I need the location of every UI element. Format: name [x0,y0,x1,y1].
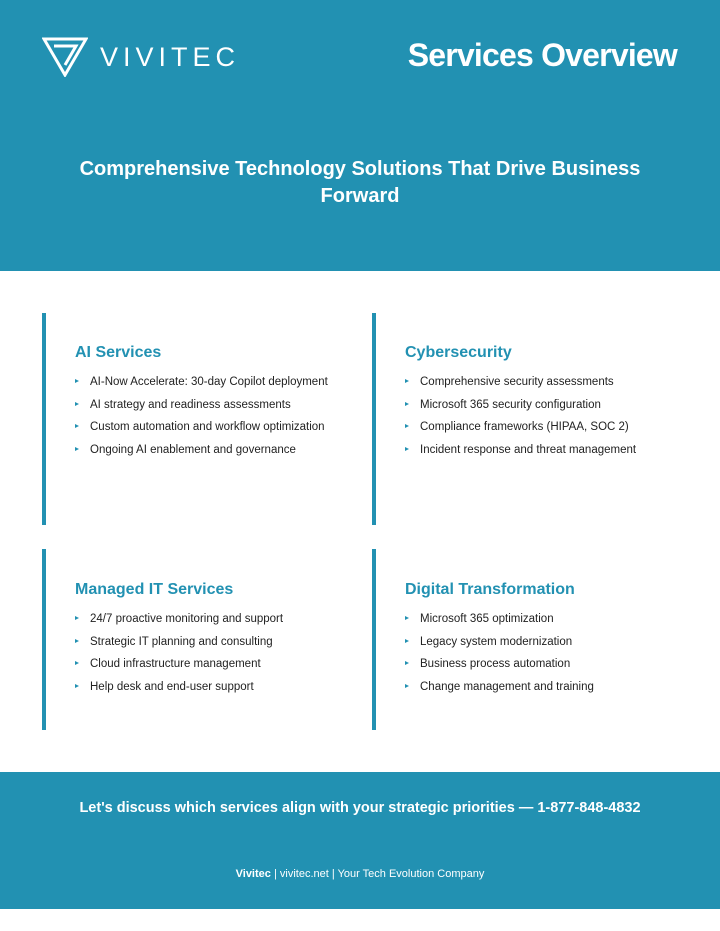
list-item [75,397,342,413]
bullet-triangle-icon [405,616,409,620]
footer-info: Vivitec | vivitec.net | Your Tech Evolution Company [235,868,485,880]
bullet-triangle-icon [75,379,79,383]
bullet-triangle-icon [405,661,409,665]
list-item-text: Incident response and threat management [420,443,637,456]
tagline: Comprehensive Technology Solutions That Drive Business Forward [79,158,641,207]
footer-banner [0,772,720,909]
list-item-text: Help desk and end-user support [90,680,254,693]
card-title: AI Services [75,344,162,361]
list-item-text: Microsoft 365 optimization [420,613,554,625]
bullet-triangle-icon [75,616,79,620]
list-item [75,611,342,627]
footer-website-link[interactable]: vivitec.net [279,868,329,880]
bullet-triangle-icon [405,402,409,406]
list-item [75,419,342,435]
list-item [405,397,682,413]
list-item-text: 24/7 proactive monitoring and support [90,613,284,625]
bullet-triangle-icon [405,447,409,451]
footer-company: Vivitec [235,868,271,880]
header-banner [0,0,720,271]
bullet-triangle-icon [75,639,79,643]
card-title: Managed IT Services [75,581,234,598]
logo-text: VIVITEC [100,41,241,72]
card-digital-transformation [372,549,682,730]
item-list [75,611,342,695]
page-title: Services Overview [407,37,677,73]
bullet-triangle-icon [75,447,79,451]
list-item [405,611,682,627]
list-item-text: AI strategy and readiness assessments [90,398,291,411]
list-item [75,442,342,458]
list-item-text: Cloud infrastructure management [90,658,261,670]
card-title: Digital Transformation [405,581,575,598]
list-item [405,656,682,672]
bullet-triangle-icon [405,684,409,688]
bullet-triangle-icon [75,402,79,406]
logo [42,37,240,77]
bullet-triangle-icon [405,379,409,383]
list-item [405,442,682,458]
list-item [75,634,342,650]
card-cybersecurity [372,313,682,525]
list-item [405,634,682,650]
list-item-text: Custom automation and workflow optimization [90,421,325,433]
list-item-text: Change management and training [420,680,594,693]
list-item [75,679,342,695]
item-list [405,374,682,458]
vivitec-triangle-logo-icon [42,37,88,77]
item-list [75,374,342,458]
bullet-triangle-icon [75,661,79,665]
list-item [75,656,342,672]
call-to-action: Let's discuss which services align with your strategic priorities — 1-877-848-4832 [79,800,641,816]
list-item [405,679,682,695]
bullet-triangle-icon [75,424,79,428]
footer-slogan: Your Tech Evolution Company [337,868,485,880]
list-item-text: Business process automation [420,658,571,670]
list-item-text: Ongoing AI enablement and governance [90,443,296,456]
list-item-text: Strategic IT planning and consulting [90,635,273,648]
list-item [405,419,682,435]
list-item [75,374,342,390]
list-item-text: Compliance frameworks (HIPAA, SOC 2) [420,421,629,433]
bullet-triangle-icon [75,684,79,688]
card-managed-it-services [42,549,342,730]
list-item [405,374,682,390]
card-ai-services [42,313,342,525]
card-title: Cybersecurity [405,344,512,361]
list-item-text: Legacy system modernization [420,635,573,648]
list-item-text: AI-Now Accelerate: 30-day Copilot deployment [90,376,328,388]
bullet-triangle-icon [405,424,409,428]
list-item-text: Comprehensive security assessments [420,376,614,388]
item-list [405,611,682,695]
bullet-triangle-icon [405,639,409,643]
list-item-text: Microsoft 365 security configuration [420,398,601,411]
